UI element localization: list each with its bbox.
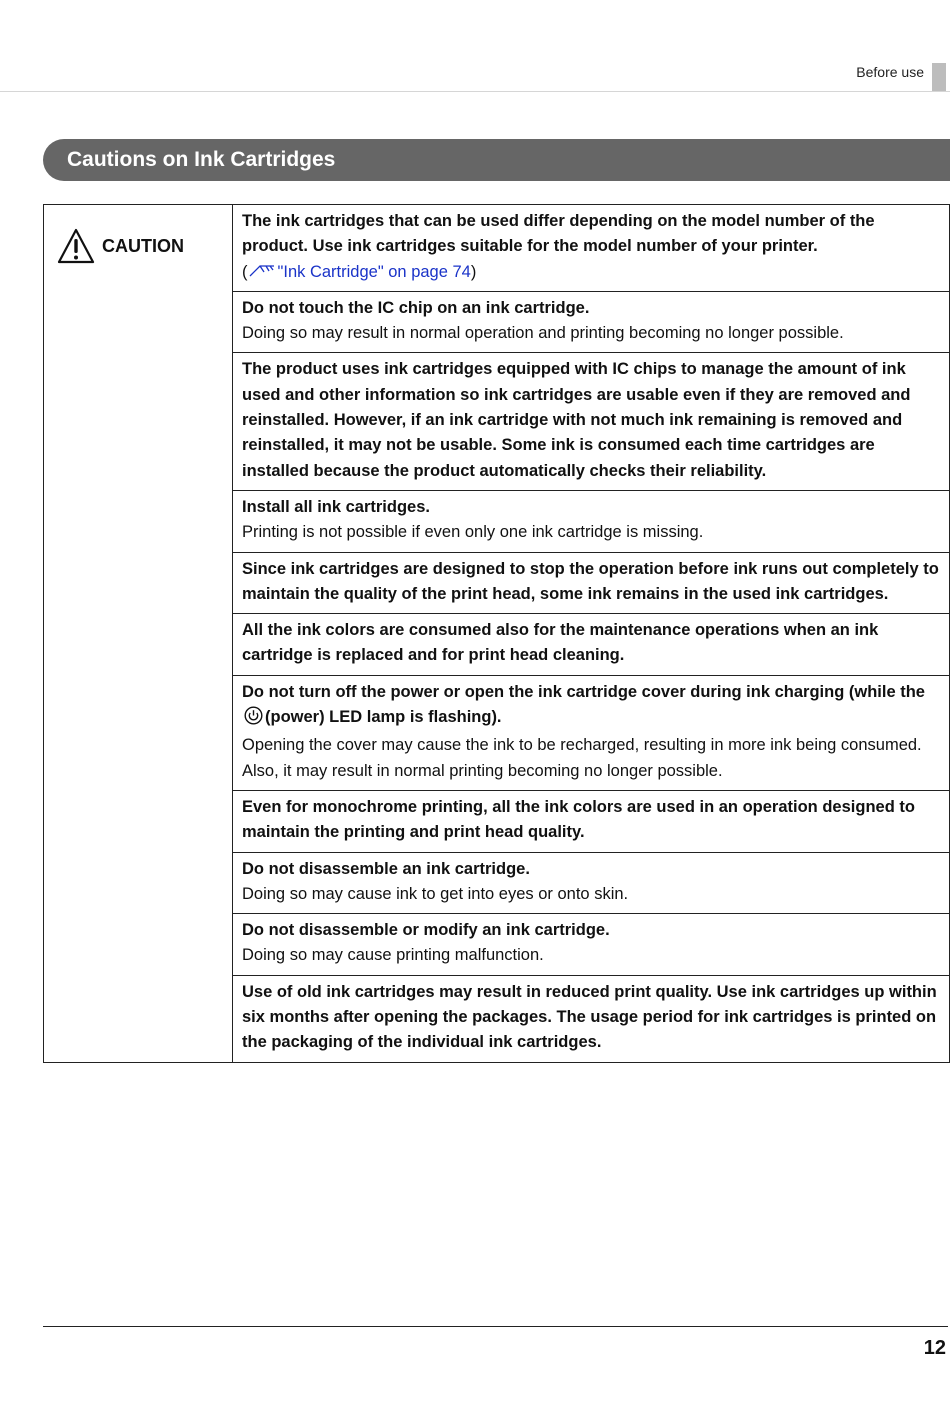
caution-item-heading: The product uses ink cartridges equipped with IC chips to manage the amount of ink used and other information so ink cartridges are usable even if they are removed and reinstalled. However, if an ink cartridge with not much ink remaining is removed and reinstalled, it may not be usable. Some ink is consumed each time cartridges are installed because the product automatically checks their reliability. bbox=[242, 360, 911, 480]
caution-item-heading: Install all ink cartridges. bbox=[242, 497, 430, 516]
page-number: 12 bbox=[923, 1337, 946, 1359]
caution-item bbox=[233, 914, 949, 976]
caution-item bbox=[233, 491, 949, 553]
caution-item-heading: Use of old ink cartridges may result in reduced print quality. Use ink cartridges up within six months after opening the packages. The usage period for ink cartridges is printed on the packaging of the individual ink cartridges. bbox=[242, 982, 937, 1052]
heading-text-before-icon: Do not turn off the power or open the ink cartridge cover during ink charging (while the bbox=[242, 682, 925, 701]
footer-divider bbox=[43, 1326, 948, 1327]
pointing-hand-icon bbox=[248, 263, 278, 281]
section-heading-bar bbox=[43, 139, 950, 181]
caution-item-text: Printing is not possible if even only one ink cartridge is missing. bbox=[242, 523, 704, 542]
caution-label: CAUTION bbox=[102, 235, 184, 256]
caution-item bbox=[233, 676, 949, 791]
caution-item-text: Opening the cover may cause the ink to be recharged, resulting in more ink being consumed. Also, it may result in normal printing becoming no longer possible. bbox=[242, 736, 922, 780]
caution-item bbox=[233, 353, 949, 490]
header-divider bbox=[0, 91, 950, 92]
caution-item bbox=[233, 553, 949, 615]
running-header: Before use bbox=[856, 64, 924, 80]
warning-triangle-icon bbox=[56, 227, 96, 265]
caution-item bbox=[233, 292, 949, 354]
power-icon bbox=[244, 706, 263, 733]
reference-open-paren: ( bbox=[242, 262, 248, 281]
reference-close-paren: ) bbox=[470, 262, 477, 281]
caution-items bbox=[233, 205, 949, 1062]
caution-item-heading bbox=[242, 680, 941, 734]
caution-item-heading: Do not disassemble or modify an ink cartridge. bbox=[242, 921, 610, 940]
caution-badge bbox=[44, 205, 232, 265]
caution-item bbox=[233, 976, 949, 1062]
caution-item-reference bbox=[242, 260, 941, 285]
caution-item bbox=[233, 791, 949, 853]
header-tab-marker bbox=[932, 63, 946, 91]
caution-item-heading: The ink cartridges that can be used differ depending on the model number of the product. Use ink cartridges suitable for the model number of your printer. bbox=[242, 212, 875, 256]
caution-label-cell bbox=[44, 205, 233, 1062]
caution-item bbox=[233, 853, 949, 915]
ink-cartridge-link[interactable]: "Ink Cartridge" on page 74 bbox=[277, 262, 471, 281]
caution-item-heading: Even for monochrome printing, all the ink colors are used in an operation designed to maintain the printing and print head quality. bbox=[242, 797, 915, 842]
caution-item-text: Doing so may result in normal operation and printing becoming no longer possible. bbox=[242, 324, 844, 343]
caution-item-heading: Since ink cartridges are designed to stop the operation before ink runs out completely to maintain the quality of the print head, some ink remains in the used ink cartridges. bbox=[242, 559, 939, 603]
caution-item-heading: Do not disassemble an ink cartridge. bbox=[242, 859, 530, 878]
caution-table bbox=[43, 204, 950, 1063]
caution-item bbox=[233, 614, 949, 676]
caution-item bbox=[233, 205, 949, 292]
section-title: Cautions on Ink Cartridges bbox=[67, 148, 336, 171]
caution-item-text: Doing so may cause printing malfunction. bbox=[242, 946, 544, 965]
caution-item-text: Doing so may cause ink to get into eyes or onto skin. bbox=[242, 884, 629, 903]
caution-item-heading: Do not touch the IC chip on an ink cartridge. bbox=[242, 298, 590, 317]
heading-text-after-icon: (power) LED lamp is flashing). bbox=[265, 708, 502, 727]
caution-item-heading: All the ink colors are consumed also for the maintenance operations when an ink cartridge is replaced and for print head cleaning. bbox=[242, 621, 879, 665]
